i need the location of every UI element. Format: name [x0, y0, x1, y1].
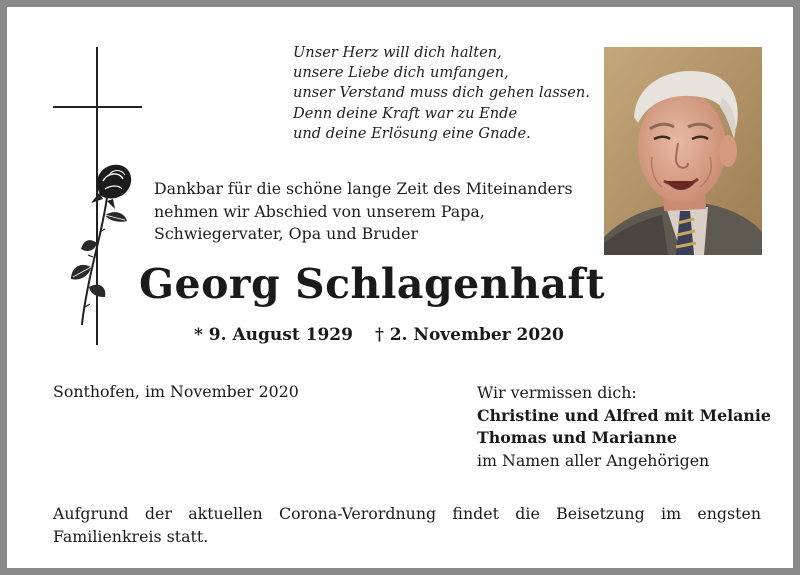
place-date: Sonthofen, im November 2020 — [53, 382, 299, 401]
poem-line: Denn deine Kraft war zu Ende — [293, 104, 518, 122]
intro-line: Dankbar für die schöne lange Zeit des Miteinanders — [154, 179, 573, 198]
intro-line: Schwiegervater, Opa und Bruder — [154, 224, 419, 243]
mourner-family: Thomas und Marianne — [477, 428, 677, 447]
life-dates — [194, 325, 564, 345]
funeral-notice: Aufgrund der aktuellen Corona-Verordnung findet die Beisetzung im engsten Familienkreis statt. — [53, 504, 761, 546]
mourner-family: Christine und Alfred mit Melanie — [477, 405, 771, 425]
mourners — [477, 382, 777, 472]
poem-line: Unser Herz will dich halten, — [293, 44, 502, 61]
intro-line: nehmen wir Abschied von unserem Papa, — [154, 201, 485, 221]
poem-line: unser Verstand muss dich gehen lassen. — [293, 84, 590, 102]
deceased-name: Georg Schlagenhaft — [138, 260, 606, 308]
death-date: † 2. November 2020 — [374, 325, 564, 345]
cross-icon-bar — [53, 106, 142, 108]
birth-date: * 9. August 1929 — [194, 325, 353, 345]
portrait-image — [604, 47, 762, 255]
poem — [293, 43, 603, 144]
mourners-heading: Wir vermissen dich: — [477, 383, 637, 402]
poem-line: und deine Erlösung eine Gnade. — [293, 124, 531, 142]
mourners-closing: im Namen aller Angehörigen — [477, 450, 710, 470]
portrait-photo — [604, 47, 762, 255]
intro-text — [154, 178, 594, 246]
poem-line: unsere Liebe dich umfangen, — [293, 64, 509, 82]
